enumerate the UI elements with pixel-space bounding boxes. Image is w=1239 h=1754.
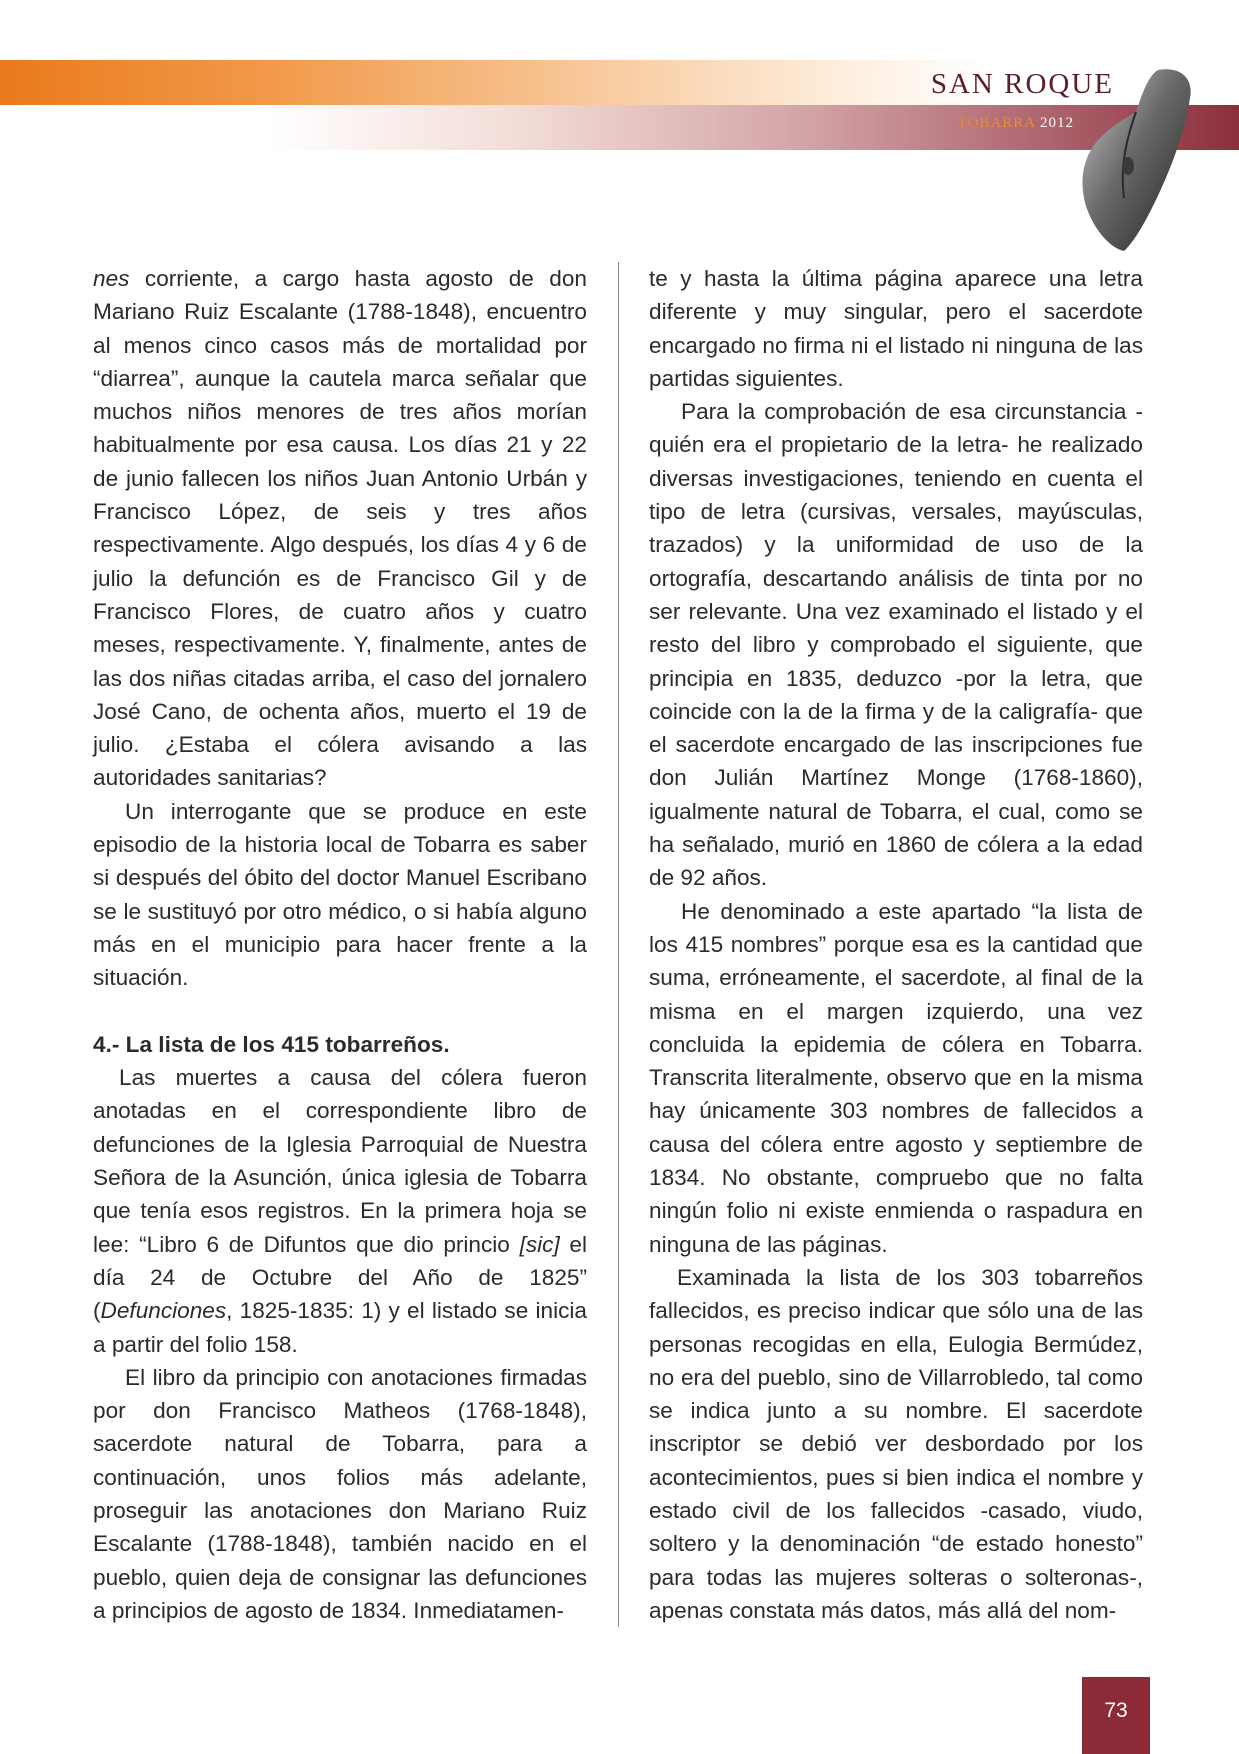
paragraph: El libro da principio con anotaciones firmadas por don Francisco Matheos (1768-1848), sacerdote natural de Tobarra, para a continuación, unos folios más adelante, proseguir las anotaciones don Mariano Ruiz Escalante (1788-1848), también nacido en el pueblo, quien deja de consignar las defunciones a principios de agosto de 1834. Inmediatamen- <box>93 1364 587 1623</box>
paragraph: Examinada la lista de los 303 tobarreños fallecidos, es preciso indicar que sólo una de las personas recogidas en ella, Eulogia Bermúdez, no era del pueblo, sino de Villarrobledo, tal como se indica junto a su nombre. El sacerdote inscriptor se debió ver desbordado por los acontecimientos, pues si bien indica el nombre y estado civil de los fallecidos -casado, viudo, soltero y la denominación “de estado honesto” para todas las mujeres solteras o solteronas-, apenas constata más datos, más allá del nom- <box>649 1264 1143 1623</box>
page-number: 73 <box>1082 1677 1150 1754</box>
left-text-column <box>93 262 587 1627</box>
edition-year: 2012 <box>1040 115 1074 131</box>
paragraph: Un interrogante que se produce en este episodio de la historia local de Tobarra es saber si después del óbito del doctor Manuel Escribano se le sustituyó por otro médico, o si había alguno más en el municipio para hacer frente a la situación. <box>93 798 587 991</box>
magazine-title: SAN ROQUE <box>930 68 1114 100</box>
paragraph: nes corriente, a cargo hasta agosto de don Mariano Ruiz Escalante (1788-1848), encuentro al menos cinco casos más de mortalidad por “diarrea”, aunque la cautela marca señalar que muchos niños menores de tres años morían habitualmente por esa causa. Los días 21 y 22 de junio fallecen los niños Juan Antonio Urbán y Francisco López, de seis y tres años respectivamente. Algo después, los días 4 y 6 de julio la defunción es de Francisco Gil y de Francisco Flores, de cuatro años y cuatro meses, respectivamente. Y, finalmente, antes de las dos niñas citadas arriba, el caso del jornalero José Cano, de ochenta años, muerto el 19 de julio. ¿Estaba el cólera avisando a las autoridades sanitarias? <box>93 266 587 791</box>
header-band <box>0 60 1239 150</box>
paragraph: te y hasta la última página aparece una letra diferente y muy singular, pero el sacerdote encargado no firma ni el listado ni ninguna de las partidas siguientes. <box>649 266 1143 391</box>
magazine-edition <box>958 115 1074 132</box>
right-text-column <box>649 262 1143 1627</box>
paragraph: Las muertes a causa del cólera fueron anotadas en el correspondiente libro de defunciones de la Iglesia Parroquial de Nuestra Señora de la Asunción, única iglesia de Tobarra que tenía esos registros. En la primera hoja se lee: “Libro 6 de Difuntos que dio princio [sic] el día 24 de Octubre del Año de 1825” (Defunciones, 1825-1835: 1) y el listado se inicia a partir del folio 158. <box>93 1065 587 1357</box>
paragraph: Para la comprobación de esa circunstancia -quién era el propietario de la letra- he realizado diversas investigaciones, teniendo en cuenta el tipo de letra (cursivas, versales, mayúsculas, trazados) y la uniformidad de uso de la ortografía, descartando análisis de tinta por no ser relevante. Una vez examinado el listado y el resto del libro y comprobado el siguiente, que principia en 1835, deduzco -por la letra, que coincide con la de la firma y de la caligrafía- que el sacerdote encargado de las inscripciones fue don Julián Martínez Monge (1768-1860), igualmente natural de Tobarra, el cual, como se ha señalado, murió en 1860 de cólera a la edad de 92 años. <box>649 399 1143 891</box>
hat-icon <box>1080 68 1198 253</box>
blank-line <box>93 995 587 1028</box>
column-divider <box>618 262 619 1627</box>
paragraph: He denominado a este apartado “la lista de los 415 nombres” porque esa es la cantidad que suma, erróneamente, el sacerdote, al final de la misma en el margen izquierdo, una vez concluida la epidemia de cólera en Tobarra. Transcrita literalmente, observo que en la misma hay únicamente 303 nombres de fallecidos a causa del cólera entre agosto y septiembre de 1834. No obstante, compruebo que no falta ningún folio ni existe enmienda o raspadura en ninguna de las páginas. <box>649 898 1143 1257</box>
edition-place: TOBARRA <box>957 115 1036 131</box>
section-heading: 4.- La lista de los 415 tobarreños. <box>93 1031 450 1057</box>
